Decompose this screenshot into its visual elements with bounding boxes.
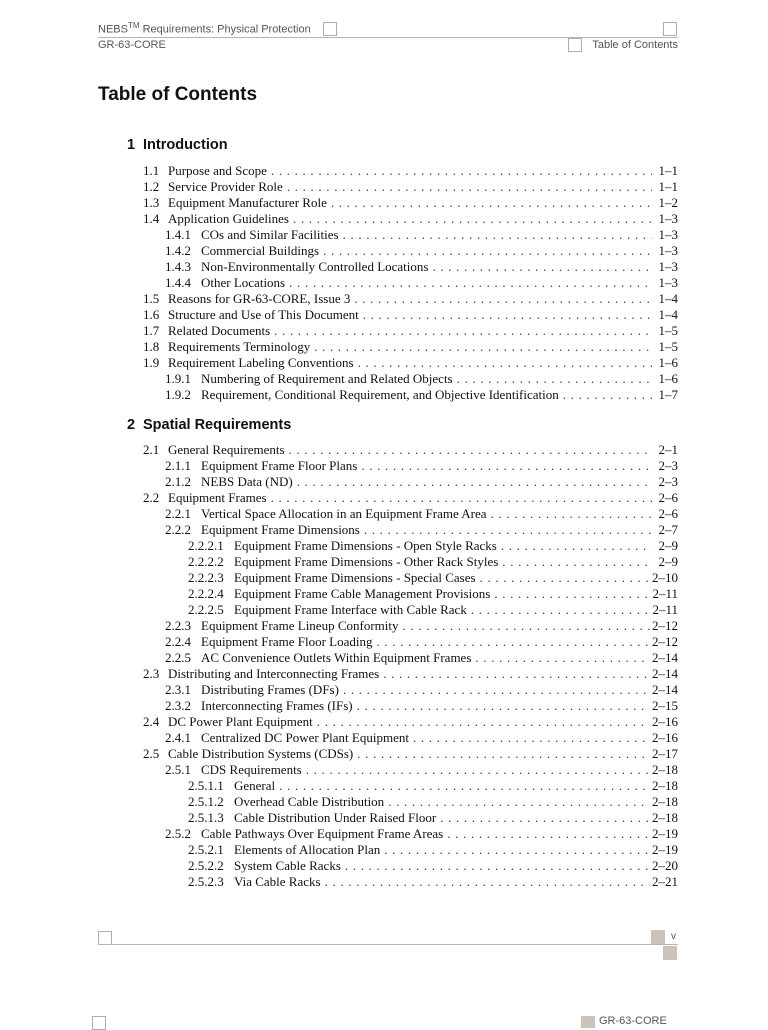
toc-entry-title: Equipment Frames <box>168 490 267 505</box>
toc-entry-title: Elements of Allocation Plan <box>234 842 381 857</box>
toc-entry-page: 2–19 <box>652 826 678 841</box>
toc-entry[interactable] <box>143 666 678 682</box>
toc-entry-number: 2.2.2.3 <box>188 570 224 585</box>
dot-leader <box>293 474 652 490</box>
toc-entry-page: 1–6 <box>658 355 678 370</box>
toc-entry[interactable] <box>165 506 678 522</box>
toc-entry-number: 2.2 <box>143 490 160 505</box>
dot-leader <box>379 666 650 682</box>
toc-entry-number: 1.9.1 <box>165 371 191 386</box>
toc-entry-number: 2.2.3 <box>165 618 191 633</box>
toc-entry[interactable] <box>188 538 678 554</box>
header-nebs: NEBS <box>98 23 128 36</box>
toc-entry[interactable] <box>188 794 678 810</box>
toc-entry-page: 2–3 <box>658 458 678 473</box>
toc-entry[interactable] <box>165 371 678 387</box>
toc-entry-title: Equipment Frame Cable Management Provisions <box>234 586 491 601</box>
next-page-marker-box <box>92 1016 106 1030</box>
toc-entry-page: 2–7 <box>658 522 678 537</box>
toc-entry-page: 2–6 <box>658 506 678 521</box>
dot-leader <box>497 538 652 554</box>
toc-entry-number: 2.1.1 <box>165 458 191 473</box>
dot-leader <box>373 634 650 650</box>
header-marker-box-right <box>663 22 677 36</box>
toc-entry[interactable] <box>165 762 678 778</box>
footer-marker-box-right-2 <box>663 946 677 960</box>
dot-leader <box>267 490 652 506</box>
toc-entry-page: 2–6 <box>658 490 678 505</box>
toc-entry-number: 1.1 <box>143 163 160 178</box>
toc-entry-title: Via Cable Racks <box>234 874 321 889</box>
toc-entry[interactable] <box>165 474 678 490</box>
toc-entry-page: 1–3 <box>658 243 678 258</box>
toc-entry-number: 2.5.2.3 <box>188 874 224 889</box>
next-page-doc-id: GR-63-CORE <box>599 1015 667 1027</box>
toc-entry-title: CDS Requirements <box>201 762 302 777</box>
toc-entry-number: 2.4 <box>143 714 160 729</box>
toc-entry-title: NEBS Data (ND) <box>201 474 293 489</box>
toc-entry[interactable] <box>165 826 678 842</box>
toc-entry-number: 2.5.2.2 <box>188 858 224 873</box>
toc-entry[interactable] <box>165 682 678 698</box>
section-title: Spatial Requirements <box>143 417 292 433</box>
toc-entry-number: 2.4.1 <box>165 730 191 745</box>
dot-leader <box>471 650 650 666</box>
dot-leader <box>285 275 652 291</box>
toc-entry-title: Commercial Buildings <box>201 243 320 258</box>
dot-leader <box>453 371 652 387</box>
toc-entry-number: 1.4.2 <box>165 243 191 258</box>
dot-leader <box>436 810 650 826</box>
toc-entry-number: 2.3.2 <box>165 698 191 713</box>
toc-entry-number: 2.1.2 <box>165 474 191 489</box>
dot-leader <box>327 195 652 211</box>
toc-entry[interactable] <box>165 387 678 403</box>
toc-entry-page: 1–7 <box>658 387 678 402</box>
toc-entry[interactable] <box>188 842 678 858</box>
dot-leader <box>270 323 652 339</box>
toc-entry[interactable] <box>188 810 678 826</box>
toc-entry-title: Equipment Frame Dimensions - Special Cases <box>234 570 476 585</box>
toc-entry-page: 2–10 <box>652 570 678 585</box>
toc-entry[interactable] <box>188 602 678 618</box>
toc-entry-page: 2–18 <box>652 794 678 809</box>
section-heading <box>127 137 228 153</box>
toc-entry-number: 2.5.2 <box>165 826 191 841</box>
toc-entry[interactable] <box>165 522 678 538</box>
dot-leader <box>409 730 650 746</box>
toc-entry-page: 1–6 <box>658 371 678 386</box>
toc-entry[interactable] <box>143 291 678 307</box>
toc-entry-page: 1–5 <box>658 339 678 354</box>
toc-entry-number: 2.3.1 <box>165 682 191 697</box>
dot-leader <box>267 163 652 179</box>
toc-entry-title: Requirements Terminology <box>168 339 311 354</box>
dot-leader <box>443 826 650 842</box>
toc-entry-number: 2.3 <box>143 666 160 681</box>
header-rule <box>98 37 678 38</box>
toc-entry[interactable] <box>143 195 678 211</box>
toc-entry-number: 2.5.1.1 <box>188 778 224 793</box>
toc-entry-number: 2.2.2.1 <box>188 538 224 553</box>
toc-entry[interactable] <box>165 227 678 243</box>
toc-entry-title: Reasons for GR-63-CORE, Issue 3 <box>168 291 351 306</box>
toc-entry-title: COs and Similar Facilities <box>201 227 339 242</box>
page-title: Table of Contents <box>98 84 258 105</box>
toc-entry-page: 2–14 <box>652 666 678 681</box>
toc-entry-title: Numbering of Requirement and Related Objects <box>201 371 453 386</box>
toc-entry-number: 2.5 <box>143 746 160 761</box>
toc-entry-page: 2–1 <box>658 442 678 457</box>
toc-entry[interactable] <box>165 275 678 291</box>
toc-entry-title: Requirement, Conditional Requirement, and Objective Identification <box>201 387 559 402</box>
toc-entry-page: 1–3 <box>658 275 678 290</box>
toc-entry[interactable] <box>188 874 678 890</box>
toc-entry-number: 2.1 <box>143 442 160 457</box>
toc-entry-title: Equipment Frame Dimensions - Open Style Racks <box>234 538 497 553</box>
toc-entry-title: Equipment Frame Lineup Conformity <box>201 618 399 633</box>
dot-leader <box>319 243 652 259</box>
toc-entry-number: 2.2.2 <box>165 522 191 537</box>
toc-entry[interactable] <box>188 570 678 586</box>
toc-entry[interactable] <box>143 211 678 227</box>
toc-entry-page: 2–17 <box>652 746 678 761</box>
toc-entry[interactable] <box>165 634 678 650</box>
toc-entry-page: 2–9 <box>658 538 678 553</box>
toc-entry[interactable] <box>188 554 678 570</box>
toc-entry-number: 2.2.2.4 <box>188 586 224 601</box>
toc-entry-title: Cable Distribution Systems (CDSs) <box>168 746 354 761</box>
toc-entry-page: 1–3 <box>658 227 678 242</box>
dot-leader <box>321 874 650 890</box>
toc-entry-title: General <box>234 778 276 793</box>
toc-entry[interactable] <box>143 179 678 195</box>
toc-entry-number: 1.8 <box>143 339 160 354</box>
toc-entry-title: General Requirements <box>168 442 285 457</box>
dot-leader <box>275 778 650 794</box>
dot-leader <box>285 442 652 458</box>
toc-entry-title: Equipment Frame Dimensions - Other Rack Styles <box>234 554 499 569</box>
dot-leader <box>339 227 652 243</box>
page-number: v <box>671 931 676 942</box>
dot-leader <box>357 458 652 474</box>
toc-entry-title: System Cable Racks <box>234 858 341 873</box>
footer-marker-box-right <box>651 930 665 944</box>
toc-entry[interactable] <box>143 323 678 339</box>
dot-leader <box>399 618 651 634</box>
toc-entry[interactable] <box>143 339 678 355</box>
section-title: Introduction <box>143 137 228 153</box>
toc-entry[interactable] <box>165 243 678 259</box>
dot-leader <box>360 522 652 538</box>
toc-entry-number: 1.4 <box>143 211 160 226</box>
toc-entry-page: 2–12 <box>652 634 678 649</box>
dot-leader <box>384 794 650 810</box>
toc-entry-title: Equipment Manufacturer Role <box>168 195 327 210</box>
toc-entry-page: 2–21 <box>652 874 678 889</box>
toc-entry-number: 1.7 <box>143 323 160 338</box>
toc-entry-number: 2.5.1.2 <box>188 794 224 809</box>
toc-entry-number: 1.4.3 <box>165 259 191 274</box>
toc-entry-page: 2–15 <box>652 698 678 713</box>
section-heading <box>127 417 291 433</box>
toc-entry-title: Equipment Frame Dimensions <box>201 522 360 537</box>
toc-entry[interactable] <box>188 858 678 874</box>
toc-entry-title: Equipment Frame Floor Loading <box>201 634 373 649</box>
toc-entry-page: 1–4 <box>658 291 678 306</box>
toc-entry-number: 1.5 <box>143 291 160 306</box>
toc-entry-title: Interconnecting Frames (IFs) <box>201 698 353 713</box>
toc-entry-title: Equipment Frame Interface with Cable Rack <box>234 602 467 617</box>
footer-marker-box-left <box>98 931 112 945</box>
footer-rule <box>98 944 678 945</box>
dot-leader <box>428 259 652 275</box>
toc-entry-title: Purpose and Scope <box>168 163 267 178</box>
dot-leader <box>353 746 650 762</box>
toc-entry-page: 1–3 <box>658 259 678 274</box>
toc-entry-page: 2–12 <box>652 618 678 633</box>
toc-entry-page: 2–14 <box>652 650 678 665</box>
toc-entry-number: 2.2.4 <box>165 634 191 649</box>
section-number: 2 <box>127 417 136 433</box>
toc-entry-number: 2.2.2.5 <box>188 602 224 617</box>
toc-entry-number: 2.2.5 <box>165 650 191 665</box>
toc-entry-number: 1.9 <box>143 355 160 370</box>
toc-entry[interactable] <box>143 490 678 506</box>
toc-entry-page: 2–3 <box>658 474 678 489</box>
dot-leader <box>289 211 652 227</box>
running-header-title <box>98 21 311 36</box>
toc-entry-page: 1–3 <box>658 211 678 226</box>
toc-entry-page: 2–18 <box>652 810 678 825</box>
toc-entry-title: Overhead Cable Distribution <box>234 794 385 809</box>
toc-entry-title: Distributing Frames (DFs) <box>201 682 339 697</box>
toc-entry[interactable] <box>188 778 678 794</box>
dot-leader <box>354 355 652 371</box>
toc-entry[interactable] <box>143 442 678 458</box>
toc-entry[interactable] <box>165 698 678 714</box>
toc-entry-page: 2–11 <box>652 602 678 617</box>
toc-entry-page: 2–19 <box>652 842 678 857</box>
toc-entry-number: 1.3 <box>143 195 160 210</box>
dot-leader <box>490 586 650 602</box>
toc-entry-page: 2–11 <box>652 586 678 601</box>
dot-leader <box>498 554 652 570</box>
toc-entry-page: 2–14 <box>652 682 678 697</box>
dot-leader <box>339 682 650 698</box>
toc-entry-title: Other Locations <box>201 275 286 290</box>
toc-entry-title: Centralized DC Power Plant Equipment <box>201 730 409 745</box>
running-header-doc-id: GR-63-CORE <box>98 39 166 51</box>
dot-leader <box>283 179 652 195</box>
toc-entry[interactable] <box>143 163 678 179</box>
toc-entry[interactable] <box>165 730 678 746</box>
toc-entry-number: 1.9.2 <box>165 387 191 402</box>
dot-leader <box>313 714 650 730</box>
header-marker-box <box>323 22 337 36</box>
dot-leader <box>341 858 650 874</box>
toc-entry-title: Service Provider Role <box>168 179 283 194</box>
toc-entry-page: 2–9 <box>658 554 678 569</box>
toc-entry[interactable] <box>165 259 678 275</box>
toc-entry[interactable] <box>143 714 678 730</box>
dot-leader <box>487 506 652 522</box>
dot-leader <box>359 307 652 323</box>
toc-entry-number: 1.4.4 <box>165 275 191 290</box>
toc-entry[interactable] <box>188 586 678 602</box>
toc-entry-number: 2.2.1 <box>165 506 191 521</box>
toc-entry-page: 2–20 <box>652 858 678 873</box>
dot-leader <box>302 762 650 778</box>
toc-entry[interactable] <box>143 746 678 762</box>
dot-leader <box>467 602 651 618</box>
dot-leader <box>350 291 652 307</box>
dot-leader <box>476 570 650 586</box>
dot-leader <box>310 339 652 355</box>
next-page-marker-box-filled <box>581 1016 595 1028</box>
dot-leader <box>559 387 652 403</box>
header-tm: TM <box>127 21 140 30</box>
toc-entry-title: Vertical Space Allocation in an Equipment Frame Area <box>201 506 487 521</box>
dot-leader <box>353 698 650 714</box>
toc-entry-number: 1.6 <box>143 307 160 322</box>
toc-entry-title: Cable Distribution Under Raised Floor <box>234 810 437 825</box>
toc-entry[interactable] <box>165 650 678 666</box>
toc-entry[interactable] <box>165 458 678 474</box>
toc-entry-page: 1–5 <box>658 323 678 338</box>
toc-entry-number: 1.2 <box>143 179 160 194</box>
header-title-rest: Requirements: Physical Protection <box>139 23 311 36</box>
toc-entry-title: Distributing and Interconnecting Frames <box>168 666 380 681</box>
toc-entry-number: 2.5.1 <box>165 762 191 777</box>
toc-entry-page: 2–16 <box>652 714 678 729</box>
toc-entry-title: DC Power Plant Equipment <box>168 714 313 729</box>
dot-leader <box>380 842 650 858</box>
toc-entry[interactable] <box>165 618 678 634</box>
toc-entry-page: 1–1 <box>658 179 678 194</box>
toc-entry-number: 2.5.2.1 <box>188 842 224 857</box>
header-marker-box-2 <box>568 38 582 52</box>
toc-entry-page: 2–18 <box>652 762 678 777</box>
toc-entry-title: AC Convenience Outlets Within Equipment Frames <box>201 650 472 665</box>
toc-entry[interactable] <box>143 307 678 323</box>
toc-entry-page: 1–2 <box>658 195 678 210</box>
toc-entry-title: Requirement Labeling Conventions <box>168 355 354 370</box>
toc-entry-page: 2–18 <box>652 778 678 793</box>
toc-entry-title: Cable Pathways Over Equipment Frame Areas <box>201 826 444 841</box>
toc-entry[interactable] <box>143 355 678 371</box>
toc-entry-page: 1–1 <box>658 163 678 178</box>
toc-entry-title: Equipment Frame Floor Plans <box>201 458 358 473</box>
toc-entry-number: 2.2.2.2 <box>188 554 224 569</box>
toc-entry-title: Structure and Use of This Document <box>168 307 359 322</box>
toc-entry-number: 1.4.1 <box>165 227 191 242</box>
toc-entry-page: 1–4 <box>658 307 678 322</box>
toc-entry-page: 2–16 <box>652 730 678 745</box>
toc-entry-title: Related Documents <box>168 323 271 338</box>
toc-entry-title: Non-Environmentally Controlled Locations <box>201 259 429 274</box>
running-header-section: Table of Contents <box>592 39 678 51</box>
toc-entry-number: 2.5.1.3 <box>188 810 224 825</box>
section-number: 1 <box>127 137 136 153</box>
toc-entry-title: Application Guidelines <box>168 211 289 226</box>
